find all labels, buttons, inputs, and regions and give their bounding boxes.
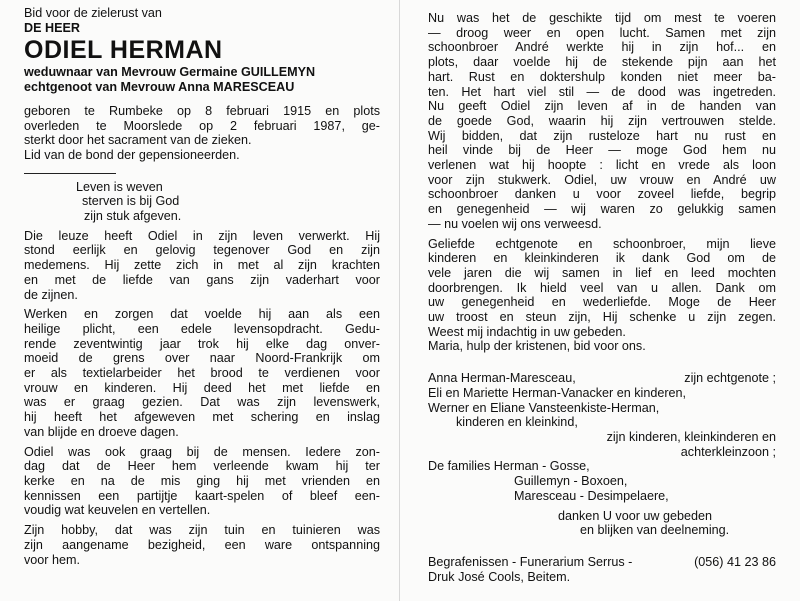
spouse-line: echtgenoot van Mevrouw Anna MARESCEAU <box>24 80 295 95</box>
thanks-block: danken U voor uw gebeden en blijken van deelneming. <box>558 508 730 538</box>
birth-paragraph: geboren te Rumbeke op 8 februari 1915 en plots overleden te Moorslede op 2 februari 1987, ge- sterkt door het sacrament van de zieken. <box>24 103 380 148</box>
widower-line: weduwnaar van Mevrouw Germaine GUILLEMYN <box>24 65 316 80</box>
left-page <box>24 6 380 567</box>
membership-line: Lid van de bond der gepensioneerden. <box>24 147 240 162</box>
poem: Leven is weven sterven is bij God zijn stuk afgeven. <box>76 179 182 224</box>
mourners-list: Anna Herman-Maresceau, zijn echtgenote ; Eli en Mariette Herman-Vanacker en kinderen, Werner en Eliane Vansteenkiste-Herman, kinderen en kleinkind, zijn kinderen, kleinkinderen en achterkleinzoon ; De families Herman - Gosse, Guillemyn - Boxoen, Maresceau - Desimpelaere, <box>428 371 776 503</box>
intro-line: Bid voor de zielerust van <box>24 6 162 20</box>
right-page <box>428 6 776 584</box>
paragraph-death: Nu was het de geschikte tijd om mest te voeren — droog weer en open lucht. Samen met zijn schoonbroer André werkte hij in zijn hof... en plots, daar voelde hij de stekende pijn aan het hart. Rust en doktershulp konden niet meer ba- ten. Het hart viel stil — de dood was ingetreden. Nu geeft Odiel zijn leven af in de handen van de goede God, waarin hij zijn vertrouwen stelde. Wij bidden, dat zijn rusteloze hart nu rust en heil vinde bij de Heer — moge God hem nu verlenen wat hij hoopte : licht en vrede als loon voor zijn stukwerk. Odiel, uw vrouw en André uw schoonbroer danken u voor zoveel liefde, begrip en genegenheid — wij waren zo gelukkig samen — nu voelen wij ons verweesd. <box>428 11 776 231</box>
prayer-line: Maria, hulp der kristenen, bid voor ons. <box>428 339 646 354</box>
funeral-home-line: Begrafenissen - Funerarium Serrus - (056) 41 23 86 <box>428 554 776 569</box>
paragraph-social: Odiel was ook graag bij de mensen. Iedere zon- dag dat de Heer hem verleende kwam hij ter kerke en na de mis ging hij met vrienden en kennissen een partijtje kaart-spelen of bleef een- voudig wat keuvelen en vertellen. <box>24 444 380 518</box>
phone-number: (056) 41 23 86 <box>694 554 776 569</box>
mourner-anna: Anna Herman-Maresceau, zijn echtgenote ; <box>428 371 776 386</box>
paragraph-hobby: Zijn hobby, dat was zijn tuin en tuinieren was zijn aangename bezigheid, een ware ontspanning voor hem. <box>24 523 380 567</box>
paragraph-work: Werken en zorgen dat voelde hij aan als een heilige plicht, een edele levensopdracht. Gedu- rende zeventwintig jaar trok hij elke dag onver- moeid de grens over naar Noord-Frankrijk om er als textielarbeider het brood te verdienen voor vrouw en kinderen. Hij deed het met liefde en was er graag gezien. Dat was zijn levenswerk, hij heeft het afgeweven met schering en inslag van blijde en droeve dagen. <box>24 307 380 439</box>
paragraph-motto: Die leuze heeft Odiel in zijn leven verwerkt. Hij stond eerlijk en gelovig tegenover God en zijn medemens. Hij zette zich in met al zijn krachten en met de liefde van gans zijn vaderhart voor de zijnen. <box>24 228 380 302</box>
printer-line: Druk José Cools, Beitem. <box>428 569 571 584</box>
deceased-name: ODIEL HERMAN <box>24 36 223 65</box>
separator-rule <box>24 173 116 174</box>
fold-divider <box>399 0 400 601</box>
paragraph-farewell: Geliefde echtgenote en schoonbroer, mijn lieve kinderen en kleinkinderen ik dank God om de vele jaren die wij samen in lief en leed mochten doorbrengen. Ik hield veel van u allen. Dank om uw genegenheid en wederliefde. Moge de Heer uw troost en steun zijn, Hij schenke u zijn zegen. Weest mij indachtig in uw gebeden. <box>428 236 776 339</box>
title-line: DE HEER <box>24 20 80 35</box>
